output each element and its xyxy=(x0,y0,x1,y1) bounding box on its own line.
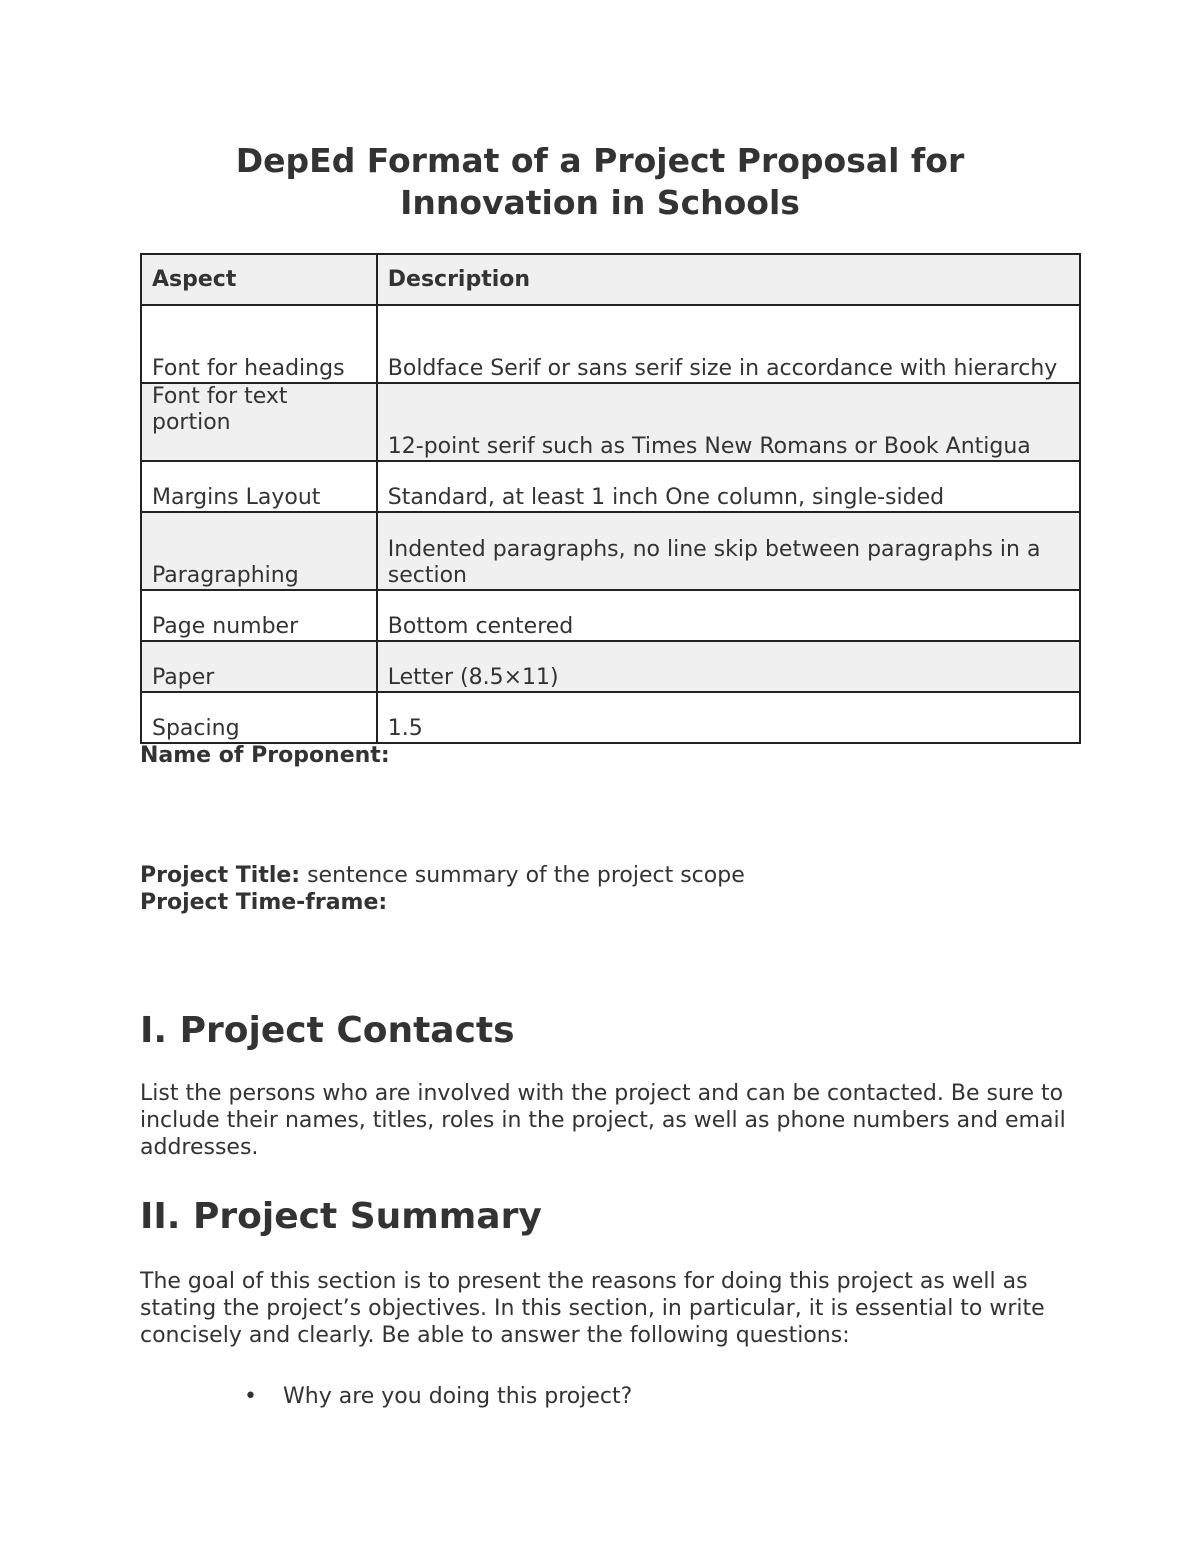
table-cell-description: 1.5 xyxy=(377,692,1080,743)
list-item-text: Why are you doing this project? xyxy=(283,1384,633,1409)
table-cell-aspect: Font for text portion xyxy=(141,383,377,461)
section-heading-project-summary: II. Project Summary xyxy=(140,1196,542,1237)
format-table xyxy=(140,253,1081,744)
table-row xyxy=(141,692,1080,743)
section-body-project-contacts: List the persons who are involved with the project and can be contacted. Be sure to include their names, titles, roles in the project, as well as phone numbers and email addresses. xyxy=(140,1081,1066,1160)
project-title-field xyxy=(140,863,745,889)
table-row xyxy=(141,383,1080,461)
list-item xyxy=(140,1383,632,1410)
document-title-line-2: Innovation in Schools xyxy=(400,183,800,222)
table-cell-description: Boldface Serif or sans serif size in accordance with hierarchy xyxy=(377,305,1080,383)
table-row xyxy=(141,305,1080,383)
table-cell-aspect: Spacing xyxy=(141,692,377,743)
table-cell-description: Indented paragraphs, no line skip between paragraphs in a section xyxy=(377,512,1080,590)
project-title-label: Project Title: xyxy=(140,863,301,888)
table-row xyxy=(141,512,1080,590)
project-title-value: sentence summary of the project scope xyxy=(307,863,745,888)
table-cell-description: Bottom centered xyxy=(377,590,1080,641)
table-row xyxy=(141,461,1080,512)
document-title xyxy=(140,140,1060,224)
section-body-project-summary: The goal of this section is to present the reasons for doing this project as well as stating the project’s objectives. In this section, in particular, it is essential to write concisely and clearly. Be able to answer the following questions: xyxy=(140,1269,1045,1348)
table-header-row xyxy=(141,254,1080,305)
bullet-icon: • xyxy=(244,1384,257,1409)
table-cell-description: Letter (8.5×11) xyxy=(377,641,1080,692)
table-cell-description: Standard, at least 1 inch One column, single-sided xyxy=(377,461,1080,512)
table-cell-aspect: Font for headings xyxy=(141,305,377,383)
table-cell-aspect: Margins Layout xyxy=(141,461,377,512)
table-cell-aspect: Paragraphing xyxy=(141,512,377,590)
timeframe-field xyxy=(140,890,387,916)
table-cell-aspect: Paper xyxy=(141,641,377,692)
proponent-label: Name of Proponent: xyxy=(140,743,390,768)
summary-question-list xyxy=(140,1383,632,1410)
table-header-aspect: Aspect xyxy=(141,254,377,305)
table-header-description: Description xyxy=(377,254,1080,305)
document-title-line-1: DepEd Format of a Project Proposal for xyxy=(235,141,965,180)
timeframe-label: Project Time-frame: xyxy=(140,890,388,915)
table-row xyxy=(141,641,1080,692)
section-heading-project-contacts: I. Project Contacts xyxy=(140,1010,515,1051)
proponent-field xyxy=(140,743,390,769)
table-cell-aspect: Page number xyxy=(141,590,377,641)
table-cell-description: 12-point serif such as Times New Romans or Book Antigua xyxy=(377,383,1080,461)
table-row xyxy=(141,590,1080,641)
